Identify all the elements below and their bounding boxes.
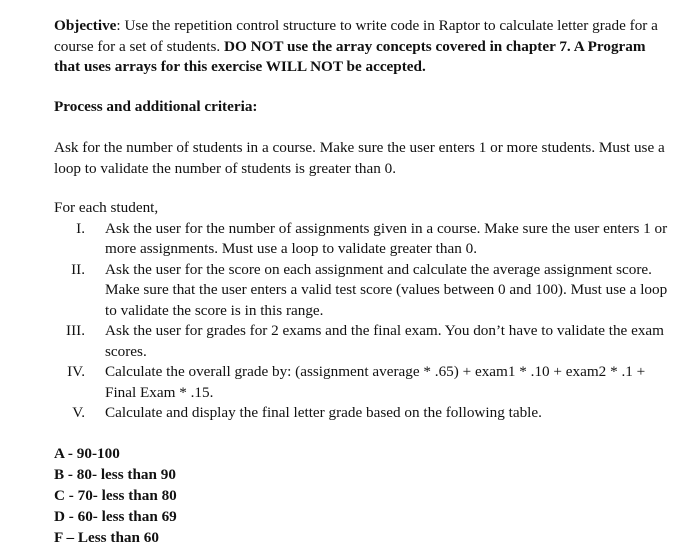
step-text: Calculate the overall grade by: (assignment average * .65) + exam1 * .10 + exam2 * .1 + Final Exam * .15. [105, 363, 646, 401]
step-number: V. [72, 404, 85, 421]
step-text: Ask the user for grades for 2 exams and the final exam. You don’t have to validate the exam scores. [105, 322, 664, 360]
step-text: Ask the user for the number of assignments given in a course. Make sure the user enters 1 or more assignments. Must use a loop to validate greater than 0. [105, 219, 668, 257]
step-number: III. [66, 322, 85, 339]
grade-row: F – Less than 60 [54, 528, 159, 546]
grade-row: D - 60- less than 69 [54, 507, 177, 525]
step-item [54, 321, 670, 362]
step-item [54, 403, 670, 424]
grade-table [54, 443, 670, 548]
step-number: I. [76, 219, 85, 237]
step-item [54, 260, 670, 322]
steps-list [54, 219, 670, 424]
objective-warning: DO NOT use the array concepts covered in chapter 7. A Program that uses arrays for this exercise WILL NOT be accepted. [54, 37, 646, 75]
document-body [54, 16, 670, 548]
objective-label: Objective [54, 17, 117, 34]
step-item [54, 219, 670, 260]
grade-row: C - 70- less than 80 [54, 486, 177, 504]
process-heading: Process and additional criteria: [54, 97, 258, 115]
grade-row: B - 80- less than 90 [54, 465, 176, 483]
for-each-intro: For each student, [54, 199, 159, 216]
objective-text: : Use the repetition control structure to write code in Raptor to calculate letter grade for a course for a set of students. [54, 17, 658, 55]
step-number: II. [71, 260, 85, 278]
step-text: Ask the user for the score on each assignment and calculate the average assignment score. Make sure that the user enters a valid test score (values between 0 and 100). Must use a loop to validate the score is in this range. [105, 260, 668, 319]
step-item [54, 362, 670, 403]
step-number: IV. [67, 363, 85, 380]
objective-paragraph [54, 16, 670, 78]
students-paragraph: Ask for the number of students in a course. Make sure the user enters 1 or more students. Must use a loop to validate the number of students is greater than 0. [54, 139, 665, 177]
step-text: Calculate and display the final letter grade based on the following table. [105, 404, 542, 421]
grade-row: A - 90-100 [54, 444, 120, 462]
